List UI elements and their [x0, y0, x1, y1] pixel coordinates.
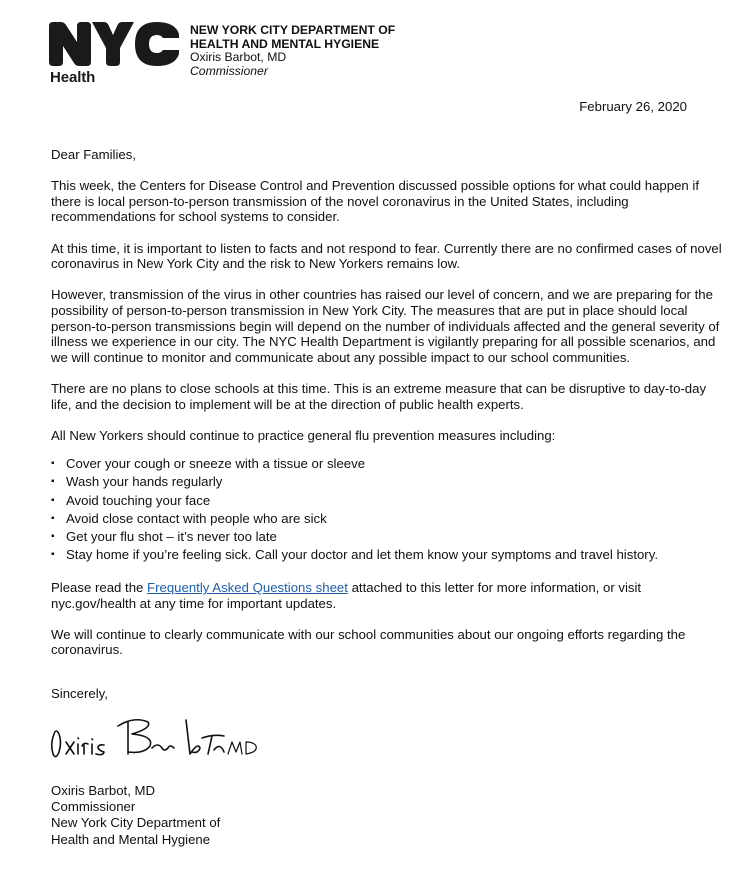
list-item: ▪ Avoid close contact with people who are sick: [51, 510, 726, 528]
paragraph-prevention-intro: All New Yorkers should continue to practice general flu prevention measures including:: [51, 427, 556, 443]
signature-icon: [48, 712, 273, 762]
bullet-icon: ▪: [51, 531, 55, 543]
list-item: ▪ Get your flu shot – it’s never too late: [51, 528, 726, 546]
paragraph-cdc: This week, the Centers for Disease Control and Prevention discussed possible options for what could happen if there is local person-to-person transmission of the novel coronavirus in the United States, including recommendations for school systems to consider.: [51, 178, 700, 225]
paragraph-closing-note: We will continue to clearly communicate with our school communities about our ongoing efforts regarding the coronavirus.: [51, 626, 686, 658]
signer-org-line2: Health and Mental Hygiene: [51, 831, 211, 847]
paragraph-facts: At this time, it is important to listen to facts and not respond to fear. Currently there are no confirmed cases of novel coronavirus in New York City and the risk to New Yorkers remains low.: [51, 240, 722, 272]
department-name-line1: NEW YORK CITY DEPARTMENT OF: [190, 23, 396, 37]
signer-org-line1: New York City Department of: [51, 815, 221, 831]
department-block: [190, 24, 395, 78]
logo-health-text: Health: [50, 69, 96, 86]
letterhead: [49, 22, 469, 88]
signature-block: [51, 783, 220, 848]
list-item: ▪ Avoid touching your face: [51, 492, 726, 510]
commissioner-name: Oxiris Barbot, MD: [190, 50, 287, 65]
signer-name: Oxiris Barbot, MD: [51, 783, 156, 798]
department-name-line2: HEALTH AND MENTAL HYGIENE: [190, 36, 380, 51]
faq-sheet-link[interactable]: Frequently Asked Questions sheet: [147, 580, 348, 596]
signer-title: Commissioner: [51, 799, 136, 815]
nyc-health-logo: [49, 22, 182, 86]
paragraph-concern: However, transmission of the virus in other countries has raised our level of concern, and we are preparing for the possibility of person-to-person transmission in New York City. The measures that are put in place should local person-to-person transmissions begin will depend on the number of individuals affected and the general severity of illness we experience in our city. The NYC Health Department is vigilantly preparing for all possible scenarios, and we will continue to monitor and communicate about any possible impact to our school communities.: [51, 287, 720, 365]
bullet-icon: ▪: [51, 476, 55, 488]
bullet-icon: ▪: [51, 458, 55, 470]
list-item: ▪ Stay home if you’re feeling sick. Call your doctor and let them know your symptoms and travel history.: [51, 546, 726, 564]
list-item: ▪ Cover your cough or sneeze with a tissue or sleeve: [51, 455, 726, 473]
closing: Sincerely,: [51, 686, 108, 701]
bullet-icon: ▪: [51, 549, 55, 561]
nyc-logo-icon: [49, 22, 180, 66]
commissioner-title: Commissioner: [190, 63, 268, 78]
paragraph-schools: There are no plans to close schools at this time. This is an extreme measure that can be disruptive to day-to-day life, and the decision to implement will be at the direction of public health experts.: [51, 380, 707, 412]
letter-body: [51, 147, 726, 674]
bullet-icon: ▪: [51, 494, 55, 506]
letter-date: February 26, 2020: [579, 99, 687, 114]
prevention-list: [51, 455, 726, 564]
paragraph-faq: Please read the Frequently Asked Questions sheet attached to this letter for more information, or visit nyc.gov/health at any time for important updates.: [51, 580, 642, 611]
bullet-icon: ▪: [51, 512, 55, 524]
list-item: ▪ Wash your hands regularly: [51, 473, 726, 491]
salutation: Dear Families,: [51, 147, 137, 162]
